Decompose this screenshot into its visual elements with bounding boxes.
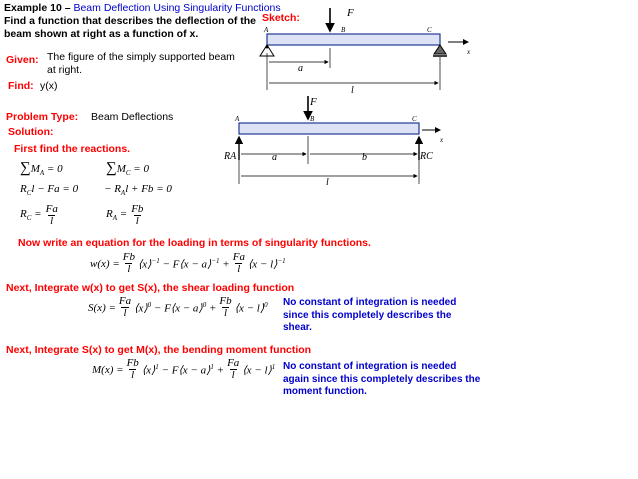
problem-statement: [4, 15, 257, 41]
point-a-label: A: [264, 26, 269, 34]
step-loading: Now write an equation for the loading in terms of singularity functions.: [18, 237, 371, 249]
title-text: Beam Deflection Using Singularity Functions: [73, 2, 281, 14]
note-moment: No constant of integration is needed again since this completely describes the moment function.: [283, 361, 481, 397]
solution-label: Solution:: [8, 126, 54, 138]
reaction-c-label: RC: [420, 151, 433, 162]
dim-a-label: a: [272, 152, 277, 163]
dim-l-label: l: [351, 85, 354, 96]
problem-line-1: Find a function that describes the deflection of the: [4, 15, 257, 27]
dim-a-label: a: [298, 63, 303, 74]
eq-sum-ma: $\sum M_A = 0$: [20, 160, 63, 178]
dim-l-label: l: [326, 177, 329, 186]
find-label: Find:: [8, 80, 34, 92]
beam: [239, 123, 419, 134]
given-label: Given:: [6, 54, 39, 66]
force-label: F: [347, 7, 354, 19]
point-c-label: C: [412, 115, 417, 123]
eq-moment-c: − $R_Al + Fb = 0$: [104, 183, 172, 198]
given-line-1: The figure of the simply supported beam: [47, 51, 235, 63]
pin: [266, 46, 269, 49]
problem-line-2: beam shown at right as a function of x.: [4, 28, 199, 40]
problem-type-label: Problem Type:: [6, 111, 79, 123]
point-a-label: A: [235, 115, 240, 123]
reaction-a-label: RA: [224, 151, 237, 162]
point-c-label: C: [427, 26, 432, 34]
point-b-label: B: [310, 115, 315, 123]
sketch-label: Sketch:: [262, 12, 300, 24]
problem-type-value: Beam Deflections: [91, 111, 174, 123]
find-value: y(x): [40, 80, 58, 92]
given-text: [47, 51, 247, 77]
note-shear: No constant of integration is needed since this completely describes the shear.: [283, 297, 457, 333]
eq-moment: M(x) = $\frac{Fb}{l}$ ⟨x⟩$^1$ − F⟨x − a⟩$^1$ + $\frac{Fa}{l}$ ⟨x − l⟩$^1$: [92, 357, 276, 381]
dim-b-label: b: [362, 152, 367, 163]
step-reactions: First find the reactions.: [14, 143, 131, 155]
example-label: Example 10 –: [4, 2, 74, 14]
x-axis-label: x: [467, 48, 471, 56]
step-shear: Next, Integrate w(x) to get S(x), the shear loading function: [6, 282, 295, 294]
force-label: F: [310, 96, 317, 108]
eq-ra: $R_A$ = $\frac{Fb}{l}$: [106, 203, 144, 227]
eq-shear: S(x) = $\frac{Fa}{l}$ ⟨x⟩$^0$ − F⟨x − a⟩$^0$ + $\frac{Fb}{l}$ ⟨x − l⟩$^0$: [88, 295, 268, 319]
given-line-2: at right.: [47, 64, 83, 76]
sketch-1-diagram: [255, 4, 485, 96]
eq-moment-a: $R_Cl - Fa = 0$: [20, 183, 79, 198]
x-axis-label: x: [440, 136, 444, 144]
example-title: [4, 2, 281, 15]
beam: [267, 34, 440, 45]
eq-loading: w(x) = $\frac{Fb}{l}$ ⟨x⟩$^{-1}$ − F⟨x − a⟩$^{-1}$ + $\frac{Fa}{l}$ ⟨x − l⟩$^{-1}$: [90, 251, 286, 275]
eq-rc: $R_C$ = $\frac{Fa}{l}$: [20, 203, 58, 227]
roller-support: [434, 45, 446, 54]
point-b-label: B: [341, 26, 346, 34]
eq-sum-mc: $\sum M_C = 0$: [106, 160, 149, 178]
step-moment: Next, Integrate S(x) to get M(x), the bending moment function: [6, 344, 312, 356]
sketch-2-diagram: [222, 94, 472, 186]
